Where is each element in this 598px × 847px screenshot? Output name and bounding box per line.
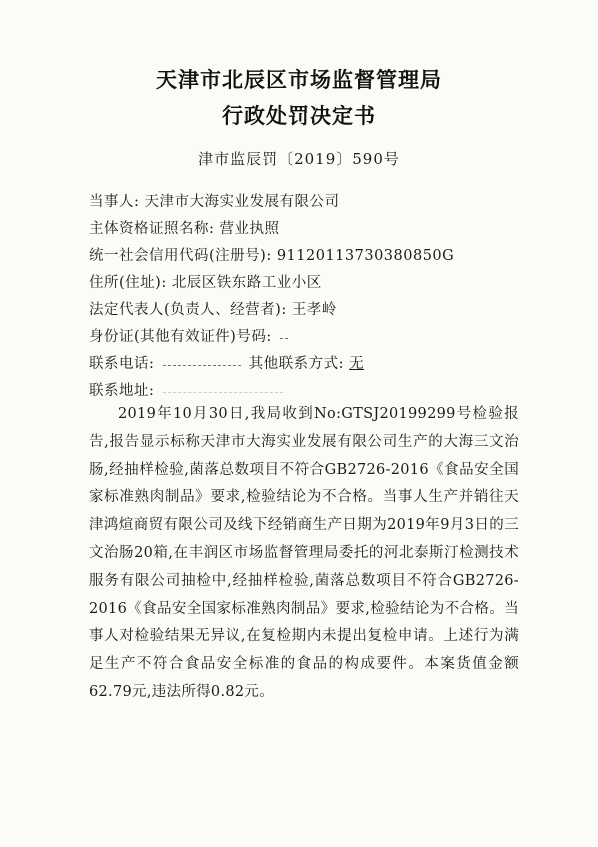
address-label: 住所(住址): bbox=[89, 275, 167, 291]
id-row bbox=[89, 325, 291, 346]
party-value: 天津市大海实业发展有限公司 bbox=[144, 194, 340, 210]
document-number: 津市监辰罚〔2019〕590号 bbox=[198, 150, 400, 168]
other-contact-label: 其他联系方式: bbox=[248, 356, 344, 372]
license-type-value: 营业执照 bbox=[219, 221, 280, 237]
other-contact-value: 无 bbox=[349, 356, 365, 372]
license-type-label: 主体资格证照名称: bbox=[89, 221, 215, 237]
phone-redaction bbox=[163, 363, 241, 366]
party-row bbox=[89, 190, 340, 211]
phone-label: 联系电话: bbox=[89, 356, 155, 372]
credit-code-value: 91120113730380850G bbox=[276, 248, 455, 264]
id-redaction bbox=[280, 336, 288, 339]
legal-rep-label: 法定代表人(负责人、经营者): bbox=[89, 302, 287, 318]
license-type-row bbox=[89, 217, 280, 238]
contact-address-redaction bbox=[163, 390, 283, 393]
legal-rep-row bbox=[89, 298, 337, 319]
credit-code-label: 统一社会信用代码(注册号): bbox=[89, 248, 272, 264]
body-paragraph: 2019年10月30日,我局收到No:GTSJ20199299号检验报告,报告显示标称天津市大海实业发展有限公司生产的大海三文治肠,经抽样检验,菌落总数项目不符合GB2726-2016《食品安全国家标准熟肉制品》要求,检验结论为不合格。当事人生产并销往天津鸿煊商贸有限公司及线下经销商生产日期为2019年9月3日的三文治肠20箱,在丰润区市场监督管理局委托的河北泰斯汀检测技术服务有限公司抽检中,经抽样检验,菌落总数项目不符合GB2726-2016《食品安全国家标准熟肉制品》要求,检验结论为不合格。当事人对检验结果无异议,在复检期内未提出复检申请。上述行为满足生产不符合食品安全标准的食品的构成要件。本案货值金额62.79元,违法所得0.82元。 bbox=[89, 406, 519, 700]
credit-code-row bbox=[89, 244, 454, 265]
contact-address-row bbox=[89, 379, 286, 400]
document-title-line1: 天津市北辰区市场监督管理局 bbox=[156, 68, 442, 92]
document-title-line2: 行政处罚决定书 bbox=[222, 104, 376, 128]
legal-rep-value: 王孝岭 bbox=[291, 302, 337, 318]
id-label: 身份证(其他有效证件)号码: bbox=[89, 329, 272, 345]
party-label: 当事人: bbox=[89, 194, 140, 210]
contact-address-label: 联系地址: bbox=[89, 383, 155, 399]
address-row bbox=[89, 271, 322, 292]
address-value: 北辰区铁东路工业小区 bbox=[171, 275, 322, 291]
phone-row bbox=[89, 352, 364, 373]
